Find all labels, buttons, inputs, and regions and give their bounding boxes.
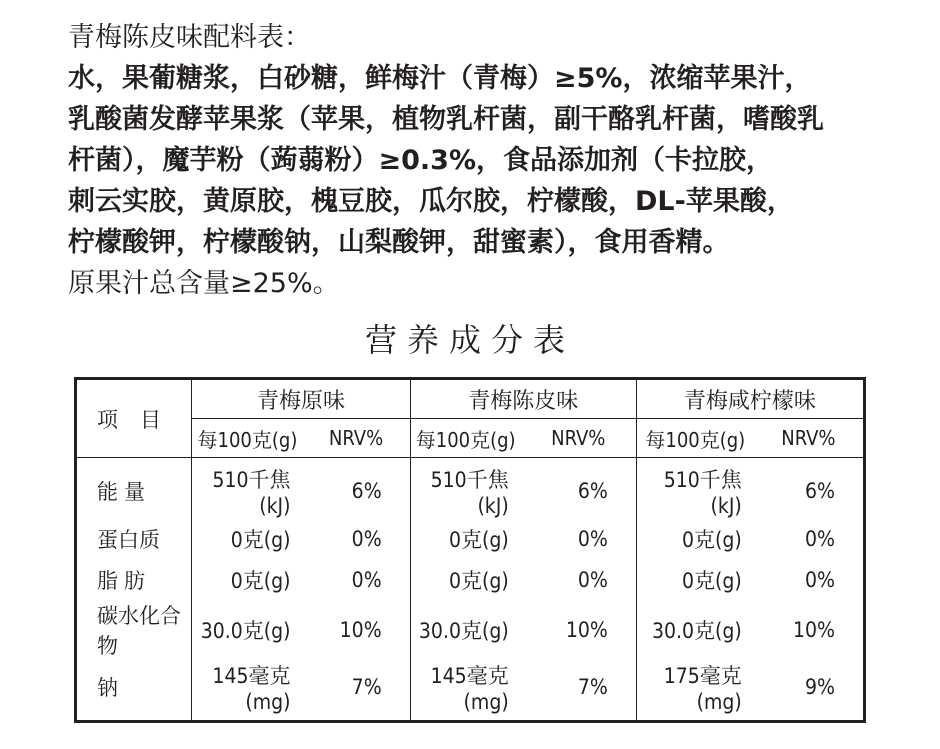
nutrition-table (74, 377, 866, 723)
nrv-header: NRV% (754, 419, 865, 458)
ingredients-list (68, 58, 928, 263)
nutrient-name: 脂 肪 (76, 559, 192, 600)
nutrient-nrv: 7% (302, 660, 410, 722)
nutrient-value: 30.0克(g) (418, 619, 509, 643)
flavor-header: 青梅咸柠檬味 (636, 379, 864, 419)
per-100g-header: 每100克(g) (410, 419, 521, 458)
ingredients-line: 柠檬酸钾，柠檬酸钠，山梨酸钾，甜蜜素），食用香精。 (68, 227, 730, 258)
nutrient-nrv: 6% (302, 458, 410, 519)
nutrient-value: 0克(g) (682, 527, 742, 552)
table-header-row (76, 379, 865, 419)
nutrient-value: 0克(g) (448, 527, 509, 552)
nutrient-name: 蛋白质 (76, 518, 192, 559)
ingredients-section (68, 18, 928, 304)
ingredients-title: 青梅陈皮味配料表： (68, 22, 311, 53)
table-row (76, 660, 865, 722)
nutrient-nrv: 10% (521, 600, 637, 660)
nrv-header: NRV% (521, 419, 637, 458)
nutrient-nrv: 7% (521, 660, 637, 722)
ingredients-line: 刺云实胶，黄原胶，槐豆胶，瓜尔胶，柠檬酸，DL-苹果酸， (68, 186, 794, 217)
nutrient-value: 0克(g) (448, 568, 509, 593)
nutrient-value: 510千焦(kJ) (663, 468, 742, 518)
ingredients-line: 杆菌），魔芋粉（蒟蒻粉）≥0.3%，食品添加剂（卡拉胶， (68, 145, 774, 176)
nutrient-nrv: 0% (521, 559, 637, 600)
table-row (76, 600, 865, 660)
item-header: 项 目 (76, 379, 192, 458)
per-100g-header: 每100克(g) (636, 419, 753, 458)
nutrient-nrv: 0% (302, 559, 410, 600)
ingredients-line: 乳酸菌发酵苹果浆（苹果，植物乳杆菌，副干酪乳杆菌，嗜酸乳 (68, 104, 824, 135)
nutrient-value: 510千焦(kJ) (430, 468, 509, 518)
nutrient-value: 0克(g) (682, 568, 742, 593)
nutrition-table-title: 营养成分表 (364, 321, 575, 359)
nutrient-value: 30.0克(g) (200, 619, 291, 643)
nutrient-value: 145毫克(mg) (430, 664, 509, 714)
nutrient-name: 能 量 (76, 458, 192, 519)
nutrient-value: 175毫克(mg) (663, 664, 742, 714)
nutrient-name: 钠 (76, 660, 192, 722)
nutrient-nrv: 10% (793, 618, 835, 642)
nutrient-nrv: 6% (805, 479, 835, 503)
nutrient-value: 0克(g) (230, 527, 291, 552)
nutrient-nrv: 9% (805, 675, 835, 699)
flavor-header: 青梅陈皮味 (410, 379, 636, 419)
flavor-header: 青梅原味 (192, 379, 410, 419)
juice-content-note: 原果汁总含量≥25%。 (68, 268, 340, 299)
table-subheader-row (76, 419, 865, 458)
nrv-header: NRV% (302, 419, 410, 458)
nutrient-nrv: 0% (805, 526, 835, 551)
nutrient-value: 0克(g) (230, 568, 291, 593)
ingredients-line: 水，果葡糖浆，白砂糖，鲜梅汁（青梅）≥5%，浓缩苹果汁， (68, 63, 812, 94)
nutrient-nrv: 0% (302, 518, 410, 559)
nutrient-nrv: 6% (521, 458, 637, 519)
table-row (76, 518, 865, 559)
per-100g-header: 每100克(g) (192, 419, 303, 458)
table-row (76, 559, 865, 600)
table-row (76, 458, 865, 519)
nutrient-nrv: 10% (302, 600, 410, 660)
nutrient-value: 30.0克(g) (652, 619, 742, 643)
nutrient-nrv: 0% (805, 567, 835, 592)
nutrient-value: 510千焦(kJ) (212, 468, 291, 518)
nutrient-nrv: 0% (521, 518, 637, 559)
nutrient-value: 145毫克(mg) (212, 664, 291, 714)
nutrient-name: 碳水化合物 (76, 600, 192, 660)
